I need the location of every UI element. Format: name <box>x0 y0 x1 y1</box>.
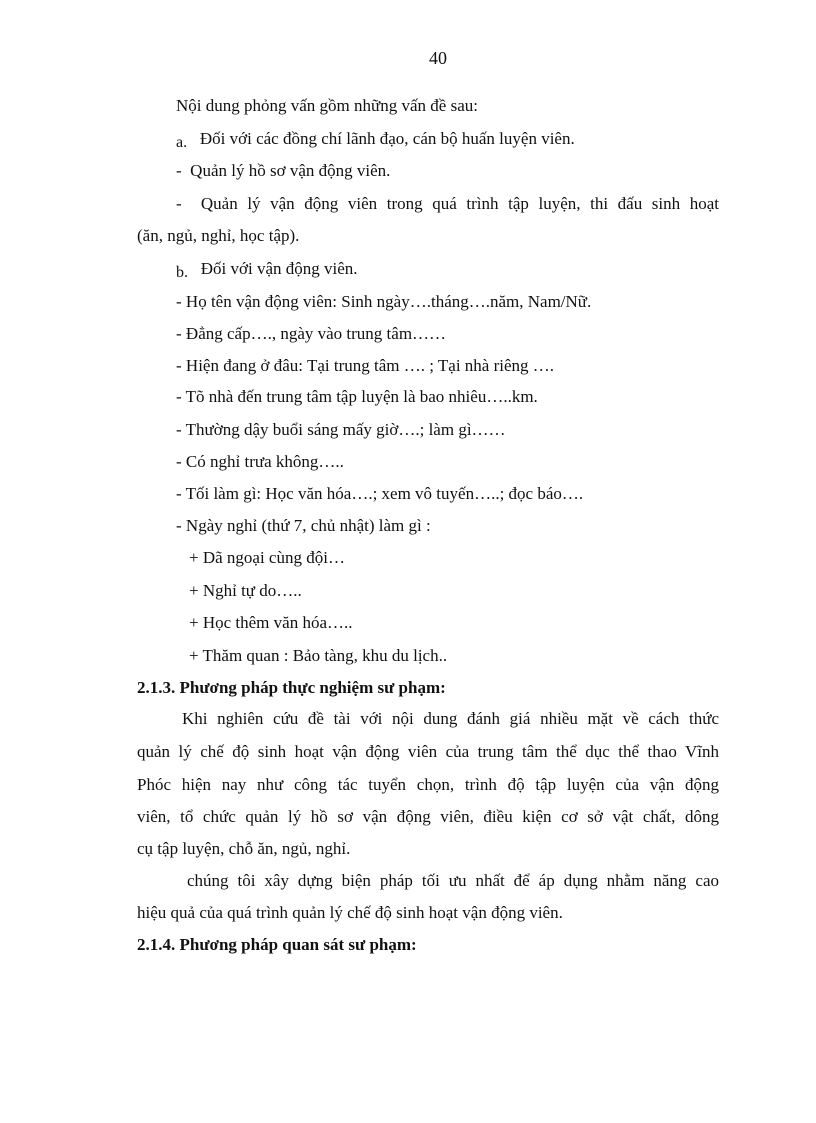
section-a-title-line <box>176 128 575 151</box>
section-b-item: - Thường dậy buổi sáng mấy giờ….; làm gì…… <box>176 420 506 439</box>
section-213-heading: 2.1.3. Phương pháp thực nghiệm sư phạm: <box>137 678 446 697</box>
section-b-item: - Họ tên vận động viên: Sinh ngày….tháng….năm, Nam/Nữ. <box>176 292 592 311</box>
section-214-heading: 2.1.4. Phương pháp quan sát sư phạm: <box>137 935 417 954</box>
section-b-sub-item: + Thăm quan : Bảo tàng, khu du lịch.. <box>189 646 448 665</box>
section-b-marker: b. <box>176 264 188 281</box>
section-b-item: - Tối làm gì: Học văn hóa….; xem vô tuyến…..; đọc báo…. <box>176 484 584 503</box>
section-a-item-2-line-1 <box>176 193 719 215</box>
section-b-sub-item: + Nghỉ tự do….. <box>189 581 302 600</box>
bullet-dash: - <box>176 161 182 180</box>
section-b-item: - Có nghỉ trưa không….. <box>176 452 344 471</box>
paragraph-1-line: Phóc hiện nay như công tác tuyển chọn, trình độ tập luyện của vận động <box>137 775 719 794</box>
page-number: 40 <box>429 48 447 68</box>
intro-line: Nội dung phỏng vấn gồm những vấn đề sau: <box>176 96 478 115</box>
bullet-dash: - <box>176 194 182 213</box>
section-a-item-2-text: Quản lý vận động viên trong quá trình tập luyện, thi đấu sinh hoạt <box>200 194 720 213</box>
section-b-sub-item: + Dã ngoại cùng đội… <box>189 548 345 567</box>
section-b-title-line <box>176 258 358 281</box>
section-a-item-1-text: Quản lý hồ sơ vận động viên. <box>190 161 391 180</box>
paragraph-2-line: chúng tôi xây dựng biện pháp tối ưu nhất để áp dụng nhằm năng cao <box>187 871 719 890</box>
section-a-item-1 <box>176 160 390 182</box>
paragraph-1-line: Khi nghiên cứu đề tài với nội dung đánh giá nhiều mặt về cách thức <box>182 709 719 728</box>
paragraph-1-line: cụ tập luyện, chỗ ăn, ngủ, nghỉ. <box>137 839 351 858</box>
section-b-sub-item: + Học thêm văn hóa….. <box>189 613 353 632</box>
paragraph-1-line: quản lý chế độ sinh hoạt vận động viên của trung tâm thể dục thể thao Vĩnh <box>137 742 719 761</box>
section-b-title: Đối với vận động viên. <box>200 259 358 278</box>
section-a-item-2-line-2: (ăn, ngủ, nghỉ, học tập). <box>137 226 300 245</box>
section-b-item: - Ngày nghỉ (thứ 7, chủ nhật) làm gì : <box>176 516 431 535</box>
section-b-item: - Hiện đang ở đâu: Tại trung tâm …. ; Tại nhà riêng …. <box>176 356 555 375</box>
paragraph-1-line: viên, tổ chức quản lý hồ sơ vận động viên, điều kiện cơ sở vật chất, dông <box>137 807 719 826</box>
section-a-marker: a. <box>176 134 188 151</box>
section-a-title: Đối với các đồng chí lãnh đạo, cán bộ huấn luyện viên. <box>199 129 575 148</box>
paragraph-2-line: hiệu quả của quá trình quản lý chế độ sinh hoạt vận động viên. <box>137 903 563 922</box>
section-b-item: - Tõ nhà đến trung tâm tập luyện là bao nhiêu…..km. <box>176 387 538 406</box>
section-b-item: - Đẳng cấp…., ngày vào trung tâm…… <box>176 324 447 343</box>
